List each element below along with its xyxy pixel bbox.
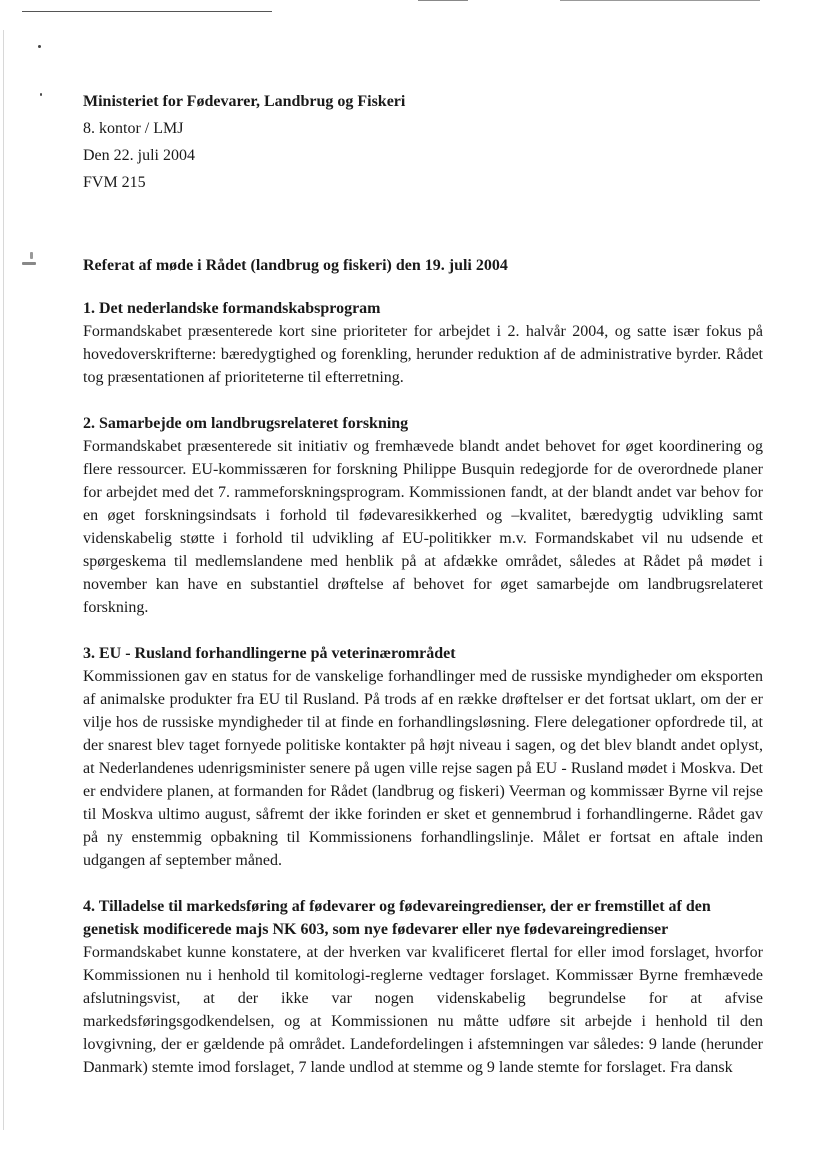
scan-speck [22,262,36,265]
section-body: Formandskabet præsenterede kort sine prioriteter for arbejdet i 2. halvår 2004, og satte især fokus på hovedoverskrifterne: bæredygtighed og forenkling, herunder reduktion af de administrative byrder. Rådet tog præsentationen af prioriteterne til efterretning. [83,323,763,386]
scan-edge [3,30,4,1130]
scan-line [418,0,468,1]
section-4 [83,895,763,1079]
date-line: Den 22. juli 2004 [83,147,195,164]
document-content [83,254,763,1102]
scan-speck [38,45,41,48]
scan-speck [30,252,33,259]
section-heading: 1. Det nederlandske formandskabsprogram [83,300,381,317]
section-heading: 2. Samarbejde om landbrugsrelateret forskning [83,415,409,432]
section-1 [83,297,763,389]
section-2 [83,412,763,619]
scan-line [22,11,272,12]
section-body: Kommissionen gav en status for de vanskelige forhandlinger med de russiske myndigheder om eksporten af animalske produkter fra EU til Rusland. På trods af en række drøftelser er det fortsat uklart, om der er vilje hos de russiske myndigheder til at finde en forhandlingsløsning. Flere delegationer opfordrede til, at der snarest blev taget fornyede politiske kontakter på højt niveau i sagen, og det blev blandt andet oplyst, at Nederlandenes udenrigsminister senere på ugen ville rejse sagen på EU - Rusland mødet i Moskva. Det er endvidere planen, at formanden for Rådet (landbrug og fiskeri) Veerman og kommissær Byrne vil rejse til Moskva ultimo august, såfremt der ikke forinden er sket et gennembrud i forhandlingerne. Rådet gav på ny enstemmig opbakning til Kommissionens forhandlingslinje. Målet er fortsat en aftale inden udgangen af september måned. [83,668,763,869]
section-3 [83,642,763,872]
ministry-name: Ministeriet for Fødevarer, Landbrug og Fiskeri [83,93,406,110]
office-line: 8. kontor / LMJ [83,120,184,137]
section-body: Formandskabet præsenterede sit initiativ og fremhævede blandt andet behovet for øget koordinering og flere ressourcer. EU-kommissæren for forskning Philippe Busquin redegjorde for de overordnede planer for arbejdet med det 7. rammeforskningsprogram. Kommissionen fandt, at der blandt andet var behov for en øget forskningsindsats i forhold til fødevaresikkerhed og –kvalitet, bæredygtig udvikling samt videnskabelig støtte i forhold til udvikling af EU-politikker m.v. Formandskabet vil nu udsende et spørgeskema til medlemslandene med henblik på at afdække området, således at Rådet på mødet i november kan have en substantiel drøftelse af behovet for øget samarbejde om landbrugsrelateret forskning. [83,438,763,616]
document-title: Referat af møde i Rådet (landbrug og fiskeri) den 19. juli 2004 [83,257,508,274]
scan-speck [40,93,42,96]
document-header [83,88,763,196]
section-body: Formandskabet kunne konstatere, at der hverken var kvalificeret flertal for eller imod forslaget, hvorfor Kommissionen nu i henhold til komitologi-reglerne vedtager forslaget. Kommissær Byrne fremhævede afslutningsvist, at der ikke var nogen videnskabelig begrundelse for at afvise markedsføringsgodkendelsen, og at Kommissionen nu måtte udføre sit arbejde i henhold til den lovgivning, der er gældende på området. Landefordelingen i afstemningen var således: 9 lande (herunder Danmark) stemte imod forslaget, 7 lande undlod at stemme og 9 lande stemte for forslaget. Fra dansk [83,944,763,1076]
reference-line: FVM 215 [83,174,146,191]
section-heading: 3. EU - Rusland forhandlingerne på veterinærområdet [83,645,456,662]
section-heading: 4. Tilladelse til markedsføring af fødevarer og fødevareingredienser, der er fremstillet af den genetisk modificerede majs NK 603, som nye fødevarer eller nye fødevareingredienser [83,898,711,938]
scan-line [560,0,760,1]
